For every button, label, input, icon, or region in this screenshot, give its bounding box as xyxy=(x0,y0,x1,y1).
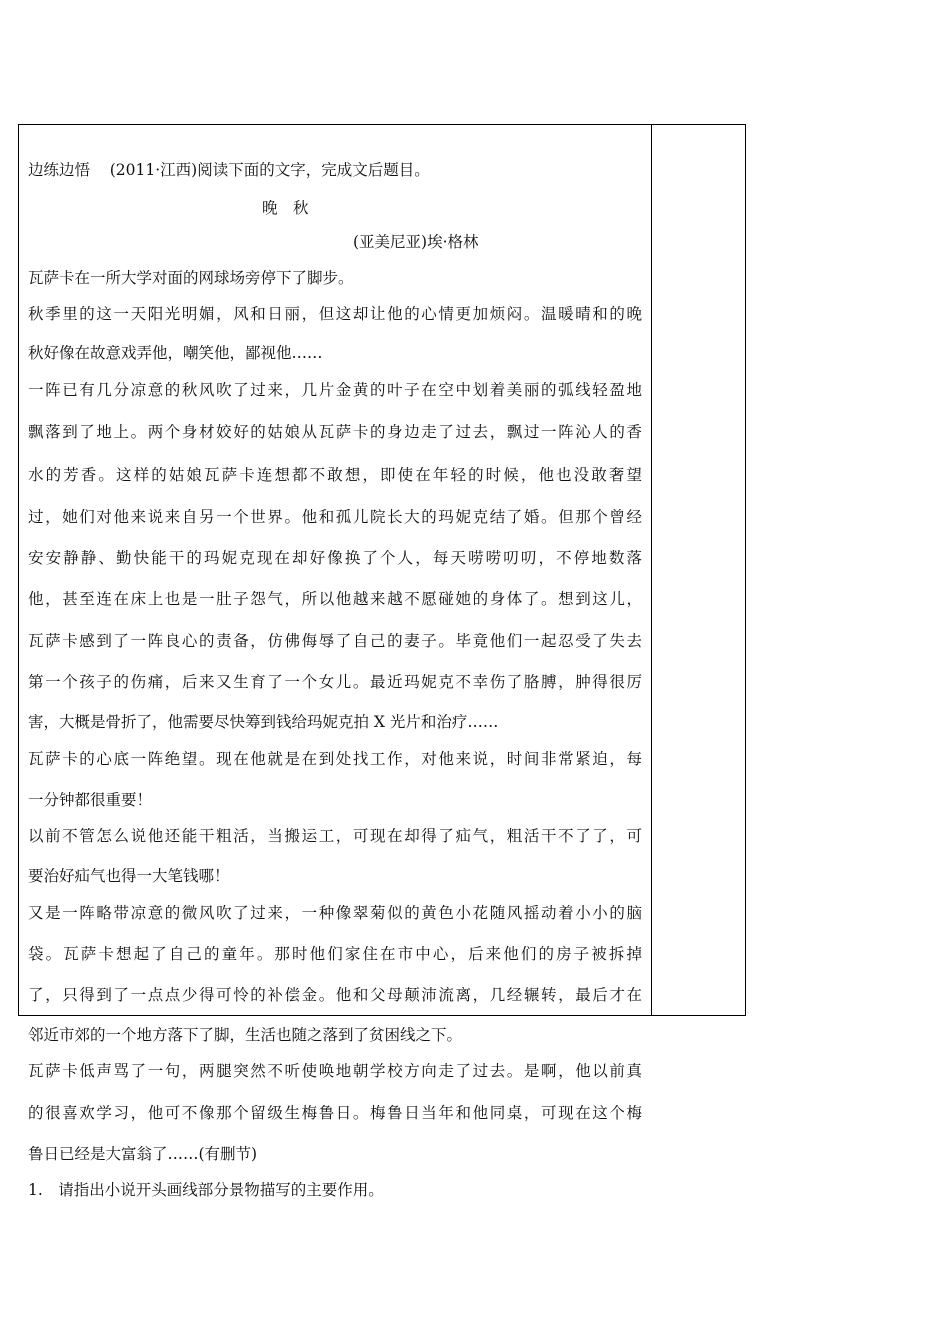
section-label: 边练边悟 xyxy=(28,161,91,179)
text-line: 秋季里的这一天阳光明媚，风和日丽，但这却让他的心情更加烦闷。温暖晴和的晚 xyxy=(28,305,642,323)
text-line: 又是一阵略带凉意的微风吹了过来，一种像翠菊似的黄色小花随风摇动着小小的脑 xyxy=(28,904,642,922)
text-line: 瓦萨卡在一所大学对面的网球场旁停下了脚步。 xyxy=(28,269,354,287)
question-1: 1. 请指出小说开头画线部分景物描写的主要作用。 xyxy=(28,1181,384,1199)
text-line: 的很喜欢学习，他可不像那个留级生梅鲁日。梅鲁日当年和他同桌，可现在这个梅 xyxy=(28,1104,642,1122)
text-line: 以前不管怎么说他还能干粗活，当搬运工，可现在却得了疝气，粗活干不了了，可 xyxy=(28,827,642,845)
text-line: 过，她们对他来说来自另一个世界。他和孤儿院长大的玛妮克结了婚。但那个曾经 xyxy=(28,508,642,526)
story-title: 晚 秋 xyxy=(262,199,309,217)
text-line: 瓦萨卡低声骂了一句，两腿突然不听使唤地朝学校方向走了过去。是啊，他以前真 xyxy=(28,1062,642,1080)
text-line: 一分钟都很重要！ xyxy=(28,791,153,809)
text-line: 一阵已有几分凉意的秋风吹了过来，几片金黄的叶子在空中划着美丽的弧线轻盈地 xyxy=(28,381,642,399)
text-line: 袋。瓦萨卡想起了自己的童年。那时他们家住在市中心，后来他们的房子被拆掉 xyxy=(28,945,642,963)
text-line: 水的芳香。这样的姑娘瓦萨卡连想都不敢想，即使在年轻的时候，他也没敢奢望 xyxy=(28,466,642,484)
text-line: 第一个孩子的伤痛，后来又生育了一个女儿。最近玛妮克不幸伤了胳膊，肿得很厉 xyxy=(28,673,642,691)
table-column-divider xyxy=(651,124,652,1016)
text-line: 秋好像在故意戏弄他，嘲笑他，鄙视他…… xyxy=(28,344,323,362)
text-line: 安安静静、勤快能干的玛妮克现在却好像换了个人，每天唠唠叨叨，不停地数落 xyxy=(28,549,642,567)
text-line: 要治好疝气也得一大笔钱哪！ xyxy=(28,867,230,885)
section-source: (2011·江西)阅读下面的文字，完成文后题目。 xyxy=(109,161,430,179)
text-line: 了，只得到了一点点少得可怜的补偿金。他和父母颠沛流离，几经辗转，最后才在 xyxy=(28,986,642,1004)
text-line: 瓦萨卡感到了一阵良心的责备，仿佛侮辱了自己的妻子。毕竟他们一起忍受了失去 xyxy=(28,632,642,650)
section-header xyxy=(28,160,430,180)
story-author: (亚美尼亚)埃·格林 xyxy=(353,233,479,251)
text-line: 飘落到了地上。两个身材姣好的姑娘从瓦萨卡的身边走了过去，飘过一阵沁人的香 xyxy=(28,423,642,441)
text-line: 害，大概是骨折了，他需要尽快筹到钱给玛妮克拍 X 光片和治疗…… xyxy=(28,713,499,731)
text-line: 鲁日已经是大富翁了……(有删节) xyxy=(28,1145,258,1163)
text-line: 邻近市郊的一个地方落下了脚，生活也随之落到了贫困线之下。 xyxy=(28,1026,463,1044)
text-line: 他，甚至连在床上也是一肚子怨气，所以他越来越不愿碰她的身体了。想到这儿， xyxy=(28,590,642,608)
text-line: 瓦萨卡的心底一阵绝望。现在他就是在到处找工作，对他来说，时间非常紧迫，每 xyxy=(28,750,642,768)
